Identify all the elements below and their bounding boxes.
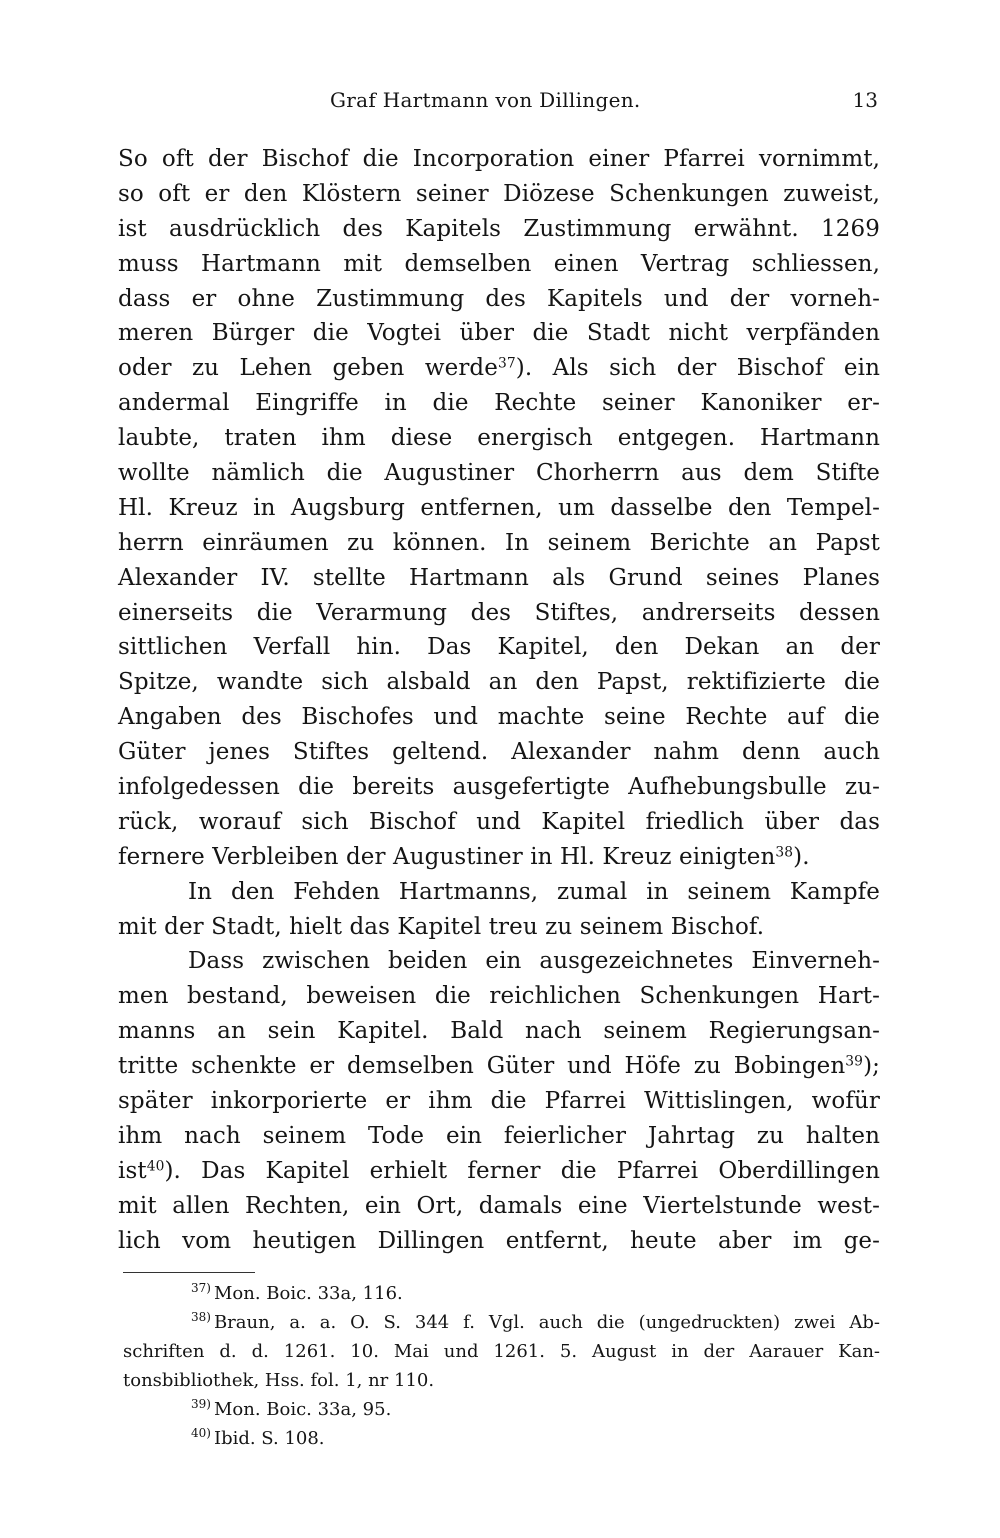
paragraph-2 [118, 875, 880, 945]
running-title: Graf Hartmann von Dillingen. [330, 88, 641, 112]
text-line: In den Fehden Hartmanns, zumal in seinem Kampfe [188, 878, 880, 905]
paragraph-3 [118, 944, 880, 1258]
text-line: Alexander IV. stellte Hartmann als Grund seines Planes [118, 564, 880, 591]
text-line: Dass zwischen beiden ein ausgezeichnetes Einverneh- [188, 948, 880, 975]
text-line: Spitze, wandte sich alsbald an den Papst, rektifizierte die [118, 669, 880, 696]
text-line: einerseits die Verarmung des Stiftes, andrerseits dessen [118, 599, 880, 626]
footnote-40 [123, 1424, 880, 1453]
body-text [118, 142, 880, 1259]
text-line: laubte, traten ihm diese energisch entgegen. Hartmann [118, 425, 880, 452]
text-line: später inkorporierte er ihm die Pfarrei Wittislingen, wofür [118, 1088, 880, 1115]
paragraph-1 [118, 142, 880, 875]
text-line: infolgedessen die bereits ausgefertigte Aufhebungsbulle zu- [118, 774, 880, 801]
text-line: andermal Eingriffe in die Rechte seiner Kanoniker er- [118, 390, 880, 417]
text-segment: ist [118, 1157, 147, 1184]
text-line: wollte nämlich die Augustiner Chorherrn aus dem Stifte [118, 460, 880, 487]
text-line: Angaben des Bischofes und machte seine Rechte auf die [118, 704, 880, 731]
footnote-mark: 40) [191, 1426, 211, 1440]
footnote-text: Mon. Boic. 33a, 95. [213, 1399, 392, 1420]
footnote-text: Braun, a. a. O. S. 344 f. Vgl. auch die (ungedruckten) zwei Ab- [213, 1312, 880, 1333]
footnote-38-continued: schriften d. d. 1261. 10. Mai und 1261. 5. August in der Aarauer Kan- [123, 1341, 880, 1362]
footnote-mark: 39) [191, 1397, 211, 1411]
text-line: ist ausdrücklich des Kapitels Zustimmung erwähnt. 1269 [118, 215, 880, 242]
footnote-38 [123, 1308, 880, 1337]
footnote-ref-40[interactable]: 40 [146, 1158, 165, 1175]
text-line [118, 840, 880, 875]
text-line: So oft der Bischof die Incorporation einer Pfarrei vornimmt, [118, 146, 880, 172]
text-segment: tritte schenkte er demselben Güter und Höfe zu Bobingen [118, 1053, 846, 1080]
footnotes [123, 1279, 880, 1453]
text-line: men bestand, beweisen die reichlichen Schenkungen Hart- [118, 983, 880, 1010]
footnote-text: Mon. Boic. 33a, 116. [213, 1283, 403, 1304]
text-line: rück, worauf sich Bischof und Kapitel friedlich über das [118, 808, 880, 835]
text-line: herrn einräumen zu können. In seinem Berichte an Papst [118, 529, 880, 556]
text-segment: fernere Verbleiben der Augustiner in Hl. Kreuz einigten [118, 843, 776, 870]
text-segment: oder zu Lehen geben werde [118, 355, 498, 382]
footnote-text: Ibid. S. 108. [213, 1428, 325, 1449]
footnote-39 [123, 1395, 880, 1424]
text-line [118, 1154, 880, 1189]
text-line: lich vom heutigen Dillingen entfernt, heute aber im ge- [118, 1227, 880, 1254]
page-number: 13 [852, 88, 878, 112]
text-line: sittlichen Verfall hin. Das Kapitel, den Dekan an der [118, 634, 880, 661]
text-line: manns an sein Kapitel. Bald nach seinem Regierungsan- [118, 1018, 880, 1045]
text-line: mit allen Rechten, ein Ort, damals eine Viertelstunde west- [118, 1192, 880, 1219]
footnote-rule [123, 1272, 255, 1273]
footnote-ref-38[interactable]: 38 [775, 844, 794, 861]
footnote-38-continued: tonsbibliothek, Hss. fol. 1, nr 110. [123, 1370, 435, 1391]
footnote-mark: 37) [191, 1281, 211, 1295]
text-line: ihm nach seinem Tode ein feierlicher Jahrtag zu halten [118, 1122, 880, 1149]
footnote-ref-37[interactable]: 37 [497, 355, 516, 372]
text-line: Hl. Kreuz in Augsburg entfernen, um dasselbe den Tempel- [118, 494, 880, 521]
text-segment: ); [863, 1053, 880, 1080]
running-head [118, 88, 880, 118]
text-line [118, 351, 880, 386]
text-line: so oft er den Klöstern seiner Diözese Schenkungen zuweist, [118, 180, 880, 207]
footnote-mark: 38) [191, 1310, 211, 1324]
text-line: meren Bürger die Vogtei über die Stadt nicht verpfänden [118, 320, 880, 347]
text-segment: ). Das Kapitel erhielt ferner die Pfarrei Oberdillingen [164, 1157, 880, 1184]
footnote-37 [123, 1279, 880, 1308]
footnote-ref-39[interactable]: 39 [845, 1053, 864, 1070]
text-line: muss Hartmann mit demselben einen Vertrag schliessen, [118, 250, 880, 277]
text-line: Güter jenes Stiftes geltend. Alexander nahm denn auch [118, 739, 880, 766]
text-segment: ). [793, 843, 810, 870]
text-segment: ). Als sich der Bischof ein [515, 355, 880, 382]
text-line: mit der Stadt, hielt das Kapitel treu zu seinem Bischof. [118, 913, 765, 940]
text-line [118, 1049, 880, 1084]
text-line: dass er ohne Zustimmung des Kapitels und der vorneh- [118, 285, 880, 312]
